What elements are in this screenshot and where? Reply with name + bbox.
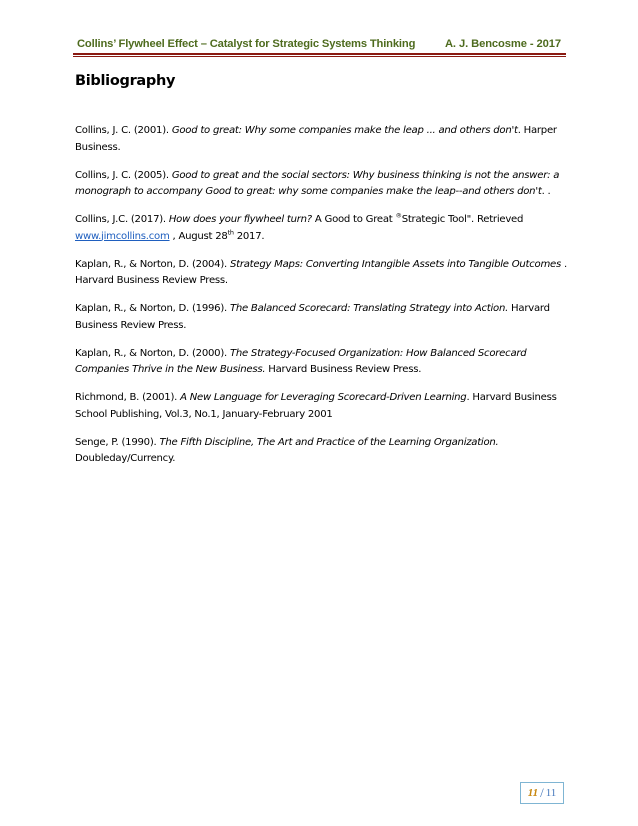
ref-publisher: Harvard Business Review Press. (265, 364, 422, 375)
ref-author: Kaplan, R., & Norton, D. (1996). (75, 303, 230, 314)
ref-author: Collins, J. C. (2005). (75, 169, 172, 181)
ref-title: How does your flywheel turn? (168, 214, 312, 225)
header-rule-thin (73, 56, 566, 57)
ref-author: Richmond, B. (2001). (75, 392, 181, 403)
ref-publisher: Doubleday/Currency. (75, 453, 176, 464)
reference-item (75, 123, 570, 156)
header-title: Collins’ Flywheel Effect – Catalyst for Strategic Systems Thinking (77, 38, 416, 50)
ref-author: Kaplan, R., & Norton, D. (2004). (75, 258, 230, 270)
ref-publisher: . Harper Business. (75, 125, 557, 153)
header-rule-thick (73, 53, 566, 55)
ref-title: A New Language for Leveraging Scorecard-Driven Learning (180, 392, 467, 403)
ref-publisher: . . (541, 186, 551, 197)
reference-item (75, 346, 570, 379)
ref-title: Good to great: Why some companies make the leap ... and others don't (171, 125, 518, 136)
jimcollins-link[interactable]: www.jimcollins.com (75, 230, 170, 242)
reference-item (75, 390, 570, 423)
page-total: 11 (545, 787, 557, 799)
ref-author: Senge, P. (1990). (75, 436, 160, 448)
reference-item (75, 168, 570, 201)
ref-author: Collins, J.C. (2017). (75, 214, 169, 225)
reference-item (75, 301, 570, 334)
registered-mark: ® (395, 211, 402, 220)
ref-publisher: . Harvard Business Review Press. (75, 258, 567, 286)
ref-date: , August 28 (169, 230, 228, 242)
reference-item (75, 435, 570, 468)
ref-title: The Balanced Scorecard: Translating Strategy into Action. (229, 303, 509, 314)
page-title: Bibliography (75, 73, 176, 89)
ref-author: Collins, J. C. (2001). (75, 125, 172, 136)
ref-title: The Strategy-Focused Organization: How Balanced Scorecard Companies Thrive in the New Business. (75, 347, 527, 375)
page-number (520, 782, 564, 804)
reference-item (75, 212, 570, 245)
ordinal-suffix: th (227, 228, 234, 237)
ref-retrieved: Strategic Tool". Retrieved (401, 214, 524, 225)
page-current: 11 (527, 787, 539, 799)
ref-title: Strategy Maps: Converting Intangible Assets into Tangible Outcomes (229, 258, 562, 270)
header-author: A. J. Bencosme - 2017 (444, 38, 561, 50)
ref-publisher: . Harvard Business School Publishing, Vol.3, No.1, January-February 2001 (75, 392, 557, 420)
ref-year: 2017. (233, 230, 265, 242)
reference-item (75, 257, 570, 290)
ref-title: Good to great and the social sectors: Why business thinking is not the answer: a monograph to accompany Good to great: why some companies make the leap--and others don't (75, 169, 560, 197)
ref-title: The Fifth Discipline, The Art and Practice of the Learning Organization. (159, 436, 499, 448)
ref-author: Kaplan, R., & Norton, D. (2000). (75, 347, 230, 359)
page-separator: / (540, 785, 544, 800)
ref-publisher: A Good to Great (311, 214, 396, 225)
reference-list (75, 123, 570, 479)
running-header (77, 38, 565, 54)
ref-publisher: Harvard Business Review Press. (75, 303, 550, 331)
